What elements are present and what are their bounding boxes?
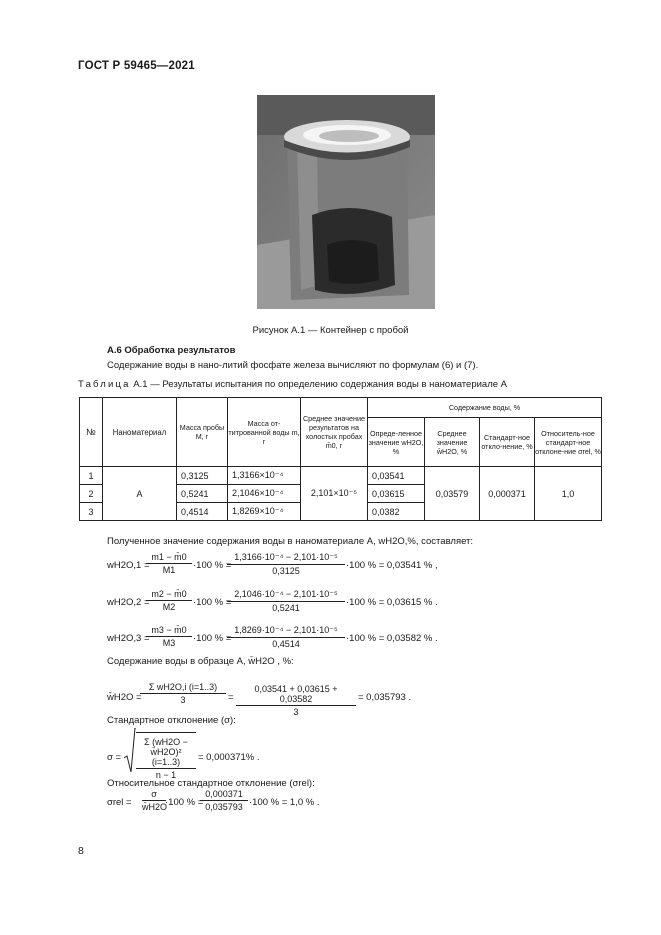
table-row bbox=[80, 467, 602, 485]
rsd-frac2: $\frac{0,000371}{0,035793}$ bbox=[200, 789, 248, 812]
col-std: Стандарт-ное откло-нение, % bbox=[480, 418, 535, 467]
container-photo bbox=[257, 95, 435, 309]
eq1-lhs: wH2O,1 = bbox=[107, 560, 150, 571]
cell-material: А bbox=[103, 467, 177, 521]
rsd-lhs: σrel = bbox=[107, 797, 132, 808]
eq3-lhs: wH2O,3 = bbox=[107, 633, 150, 644]
section-title: А.6 Обработка результатов bbox=[107, 345, 236, 356]
rsd-text: Относительное стандартное отклонение (σrel): bbox=[107, 778, 315, 789]
std-lhs: σ = bbox=[107, 752, 122, 763]
cell-std: 0,000371 bbox=[480, 467, 535, 521]
table-caption-prefix: Таблица bbox=[78, 379, 131, 390]
col-blank: Среднее значение результатов на холостых пробах m̄0, г bbox=[301, 398, 368, 467]
col-num: № bbox=[80, 398, 103, 467]
eq1-frac2: $\frac{\text{1,3166·10⁻⁴ − 2,101·10⁻⁵}}{0,3125}$ bbox=[227, 552, 345, 576]
cell-mass: 0,3125 bbox=[177, 467, 228, 485]
mean-lhs: w̄H2O = bbox=[107, 692, 142, 703]
col-rsd: Относитель-ное стандарт-ное отклоне-ние σrel, % bbox=[535, 418, 602, 467]
cell-determined: 0,03615 bbox=[368, 485, 425, 503]
col-determined: Опреде-ленное значение wH2O, % bbox=[368, 418, 425, 467]
document-header: ГОСТ Р 59465—2021 bbox=[78, 60, 195, 72]
cell-mass-titr: 1,3166×10⁻⁴ bbox=[228, 467, 301, 485]
mean-frac2: $\frac{0,03541 + 0,03615 + 0,03582}{3}$ bbox=[236, 684, 356, 717]
eq2-mid: ·100 % = bbox=[193, 597, 232, 608]
cell-mass-titr: 1,8269×10⁻⁴ bbox=[228, 503, 301, 521]
eq3-frac1: $\frac{m3 - m̄0}{M3}$ bbox=[146, 625, 192, 648]
rsd-mid: ·100 % = bbox=[165, 797, 204, 808]
obtained-text: Полученное значение содержания воды в наноматериале А, wH2O,%, составляет: bbox=[107, 536, 474, 547]
eq1-frac1: $\frac{m1 - m̄0}{M1}$ bbox=[146, 552, 192, 575]
mean-frac1: $\frac{\text{Σ wH2O,i (i=1..3)}}{3}$ bbox=[140, 676, 226, 705]
col-water-group: Содержание воды, % bbox=[368, 398, 602, 418]
col-mean: Среднее значение w̄H2O, % bbox=[425, 418, 480, 467]
rsd-result: ·100 % = 1,0 % . bbox=[249, 797, 320, 808]
col-mass-titr: Масса от-титрованной воды m, г bbox=[228, 398, 301, 467]
cell-num: 3 bbox=[80, 503, 103, 521]
eq2-frac1: $\frac{m2 - m̄0}{M2}$ bbox=[146, 589, 192, 612]
cell-mass: 0,4514 bbox=[177, 503, 228, 521]
cell-determined: 0,0382 bbox=[368, 503, 425, 521]
eq3-result: ·100 % = 0,03582 % . bbox=[346, 633, 438, 644]
mean-text: Содержание воды в образце А, w̄H2O , %: bbox=[107, 656, 294, 667]
eq2-frac2: $\frac{\text{2,1046·10⁻⁴ − 2,101·10⁻⁵}}{0,5241}$ bbox=[227, 589, 345, 613]
std-text: Стандартное отклонение (σ): bbox=[107, 715, 236, 726]
table-caption bbox=[78, 379, 507, 390]
mean-mid: = bbox=[228, 692, 234, 703]
col-mass: Масса пробы M, г bbox=[177, 398, 228, 467]
cell-num: 1 bbox=[80, 467, 103, 485]
cell-rsd: 1,0 bbox=[535, 467, 602, 521]
rsd-frac1: $\frac{\sigma}{w̄H2O}$ bbox=[142, 789, 168, 812]
mean-result: = 0,035793 . bbox=[358, 692, 412, 703]
table-caption-text: А.1 — Результаты испытания по определению содержания воды в наноматериале А bbox=[130, 379, 508, 390]
eq3-mid: ·100 % = bbox=[193, 633, 232, 644]
results-table bbox=[79, 397, 602, 521]
cell-blank: 2,101×10⁻⁵ bbox=[301, 467, 368, 521]
eq2-result: ·100 % = 0,03615 % . bbox=[346, 597, 438, 608]
cell-mass-titr: 2,1046×10⁻⁴ bbox=[228, 485, 301, 503]
section-intro: Содержание воды в нано-литий фосфате железа вычисляют по формулам (6) и (7). bbox=[107, 360, 479, 371]
std-result: = 0,000371% . bbox=[198, 752, 260, 763]
cell-mean: 0,03579 bbox=[425, 467, 480, 521]
cell-determined: 0,03541 bbox=[368, 467, 425, 485]
col-material: Наноматериал bbox=[103, 398, 177, 467]
std-frac: $\frac{\text{Σ (wH2O − w̄H2O)² (i=1..3)}}{n - 1}$ bbox=[136, 732, 196, 780]
eq1-mid: ·100 % = bbox=[193, 560, 232, 571]
cell-num: 2 bbox=[80, 485, 103, 503]
figure-caption: Рисунок А.1 — Контейнер с пробой bbox=[252, 325, 409, 336]
page-number: 8 bbox=[78, 845, 84, 857]
sqrt-icon bbox=[124, 728, 136, 774]
eq3-frac2: $\frac{\text{1,8269·10⁻⁴ − 2,101·10⁻⁵}}{0,4514}$ bbox=[227, 625, 345, 649]
eq2-lhs: wH2O,2 = bbox=[107, 597, 150, 608]
cell-mass: 0,5241 bbox=[177, 485, 228, 503]
eq1-result: ·100 % = 0,03541 % , bbox=[346, 560, 438, 571]
